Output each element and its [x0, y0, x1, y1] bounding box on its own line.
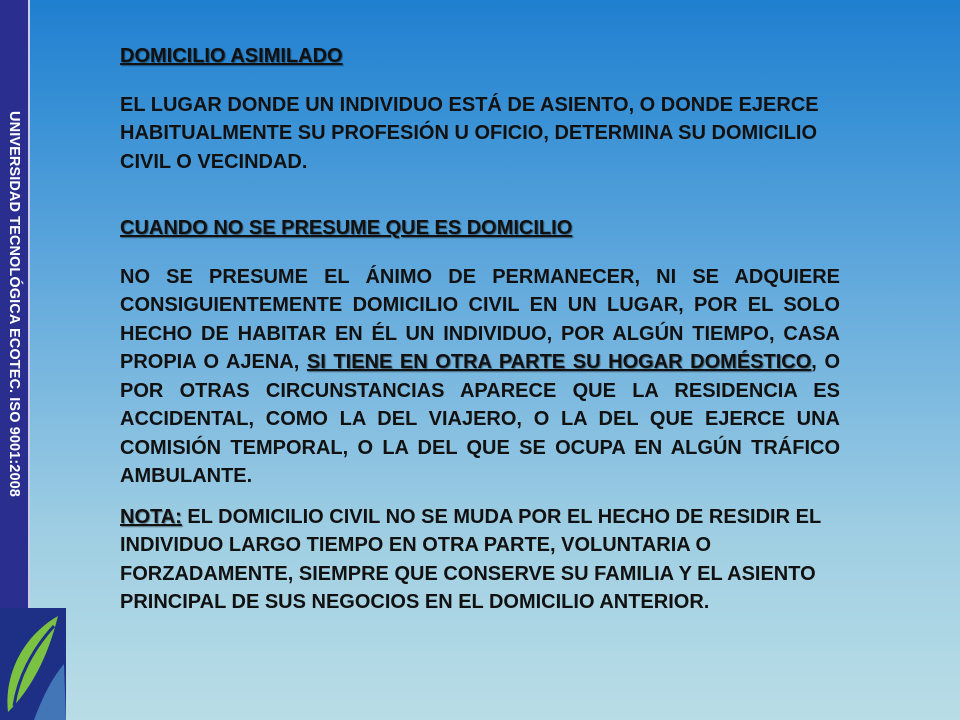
slide-content [120, 42, 840, 617]
section-heading-no-presume: CUANDO NO SE PRESUME QUE ES DOMICILIO [120, 217, 573, 239]
ecotec-leaf-logo-icon [0, 608, 66, 720]
university-name: UNIVERSIDAD TECNOLÓGICA ECOTEC. ISO 9001:2008 [6, 111, 22, 497]
section-body-domicilio-asimilado: EL LUGAR DONDE UN INDIVIDUO ESTÁ DE ASIENTO, O DONDE EJERCE HABITUALMENTE SU PROFESIÓN U OFICIO, DETERMINA SU DOMICILIO CIVIL O VECINDAD. [120, 93, 819, 173]
university-sidebar [0, 0, 30, 608]
note-body: EL DOMICILIO CIVIL NO SE MUDA POR EL HECHO DE RESIDIR EL INDIVIDUO LARGO TIEMPO EN OTRA PARTE, VOLUNTARIA O FORZADAMENTE, SIEMPRE QUE CONSERVE SU FAMILIA Y EL ASIENTO PRINCIPAL DE SUS NEGOCIOS EN EL DOMICILIO ANTERIOR. [120, 505, 821, 613]
section-body-no-presume: NO SE PRESUME EL ÁNIMO DE PERMANECER, NI SE ADQUIERE CONSIGUIENTEMENTE DOMICILIO CIVIL EN UN LUGAR, POR EL SOLO HECHO DE HABITAR EN ÉL UN INDIVIDUO, POR ALGÚN TIEMPO, CASA PROPIA O AJENA, SI TIENE EN OTRA PARTE SU HOGAR DOMÉSTICO, O POR OTRAS CIRCUNSTANCIAS APARECE QUE LA RESIDENCIA ES ACCIDENTAL, COMO LA DEL VIAJERO, O LA DEL QUE EJERCE UNA COMISIÓN TEMPORAL, O LA DEL QUE SE OCUPA EN ALGÚN TRÁFICO AMBULANTE. [120, 265, 840, 487]
emphasis-hogar-domestico: SI TIENE EN OTRA PARTE SU HOGAR DOMÉSTICO [306, 351, 812, 373]
section-heading-domicilio-asimilado: DOMICILIO ASIMILADO [120, 45, 343, 67]
note-label: NOTA: [120, 505, 182, 528]
note-paragraph [120, 503, 840, 617]
